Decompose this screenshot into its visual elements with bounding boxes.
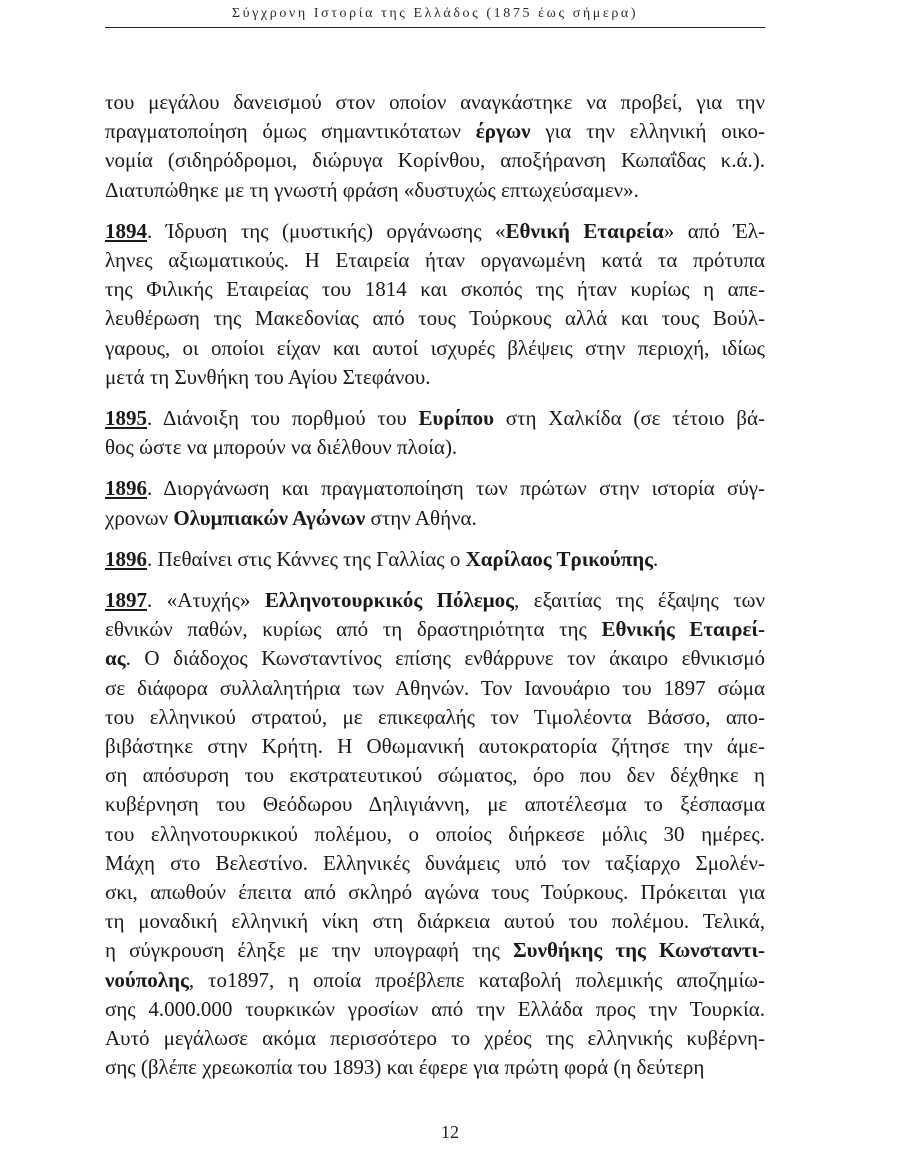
bold-term: ας — [105, 646, 126, 671]
text-line — [105, 995, 765, 1024]
text-line — [105, 88, 765, 117]
line-text: η σύγκρουση έληξε με την υπογραφή της — [105, 938, 513, 963]
text-line — [105, 304, 765, 333]
line-text: του ελληνικού στρατού, με επικεφαλής τον Τιμολέοντα Βάσσο, απο- — [105, 704, 765, 729]
line-text: για την ελληνική οικο- — [530, 119, 765, 144]
page-number: 12 — [441, 1122, 459, 1142]
line-text: Διατυπώθηκε με τη γνωστή φράση «δυστυχώς επτωχεύσαμεν». — [105, 177, 639, 202]
line-text: γαρους, οι οποίοι είχαν και αυτοί ισχυρές βλέψεις στην περιοχή, ιδίως — [105, 335, 765, 360]
text-line — [105, 363, 765, 392]
text-line — [105, 674, 765, 703]
entry-year: 1895 — [105, 406, 147, 431]
line-text: . Διοργάνωση και πραγματοποίηση των πρώτων στην ιστορία σύγ- — [147, 476, 765, 501]
bold-term: Χαρίλαος Τρικούπης — [465, 546, 654, 571]
line-text: . Ίδρυση της (μυστικής) οργάνωσης « — [147, 218, 506, 243]
entry-year: 1896 — [105, 476, 147, 501]
bold-term: νούπολης — [105, 967, 189, 992]
bold-term: Εθνικής Εταιρεί- — [601, 617, 765, 642]
text-line — [105, 504, 765, 533]
entry-paragraph — [105, 586, 765, 1082]
text-line — [105, 849, 765, 878]
entry-paragraph — [105, 404, 765, 462]
text-line — [105, 820, 765, 849]
bold-term: Συνθήκης της Κωνσταντι- — [512, 938, 765, 963]
line-text: σης 4.000.000 τουρκικών γροσίων από την Ελλάδα προς την Τουρκία. — [105, 996, 765, 1021]
line-text: , το1897, η οποία προέβλεπε καταβολή πολεμικής αποζημίω- — [188, 967, 765, 992]
line-text: στη Χαλκίδα (σε τέτοιο βά- — [494, 406, 765, 431]
bold-term: έργων — [475, 119, 531, 144]
line-text: της Φιλικής Εταιρείας του 1814 και σκοπός της ήταν κυρίως η απε- — [105, 277, 765, 302]
text-line — [105, 644, 765, 673]
line-text: του μεγάλου δανεισμού στον οποίον αναγκάστηκε να προβεί, για την — [105, 90, 765, 114]
text-line — [105, 117, 765, 146]
entry-year: 1897 — [105, 588, 147, 613]
text-line — [105, 966, 765, 995]
line-text: στην Αθήνα. — [365, 505, 477, 530]
text-line — [105, 615, 765, 644]
text-line — [105, 732, 765, 761]
line-text: βιβάστηκε στην Κρήτη. Η Οθωμανική αυτοκρατορία ζήτησε την άμε- — [105, 734, 765, 759]
entry-year: 1894 — [105, 218, 147, 243]
text-line — [105, 217, 765, 246]
text-line — [105, 545, 765, 574]
line-text: σης (βλέπε χρεωκοπία του 1893) και έφερε για πρώτη φορά (η δεύτερη — [105, 1055, 705, 1080]
line-text: Μάχη στο Βελεστίνο. Ελληνικές δυνάμεις υπό τον ταξίαρχο Σμολέν- — [105, 850, 765, 875]
text-line — [105, 404, 765, 433]
line-text: » από Έλ- — [663, 218, 765, 243]
bold-term: Ολυμπιακών Αγώνων — [173, 505, 366, 530]
text-line — [105, 586, 765, 615]
line-text: Αυτό μεγάλωσε ακόμα περισσότερο το χρέος της ελληνικής κυβέρνη- — [105, 1026, 765, 1051]
entry-year: 1896 — [105, 546, 147, 571]
text-line — [105, 334, 765, 363]
page-body — [105, 88, 765, 1095]
text-line — [105, 703, 765, 732]
bold-term: Εθνική Εταιρεία — [505, 218, 664, 243]
line-text: . «Ατυχής» — [147, 588, 265, 613]
line-text: ληνες αξιωματικούς. Η Εταιρεία ήταν οργανωμένη κατά τα πρότυπα — [105, 248, 765, 273]
line-text: νομία (σιδηρόδρομοι, διώρυγα Κορίνθου, αποξήρανση Κωπαΐδας κ.ά.). — [105, 148, 765, 173]
text-line — [105, 878, 765, 907]
bold-term: Ευρίπου — [418, 406, 495, 431]
line-text: του ελληνοτουρκικού πολέμου, ο οποίος διήρκεσε μόλις 30 ημέρες. — [105, 821, 765, 846]
line-text: τη μοναδική ελληνική νίκη στη διάρκεια αυτού του πολέμου. Τελικά, — [105, 909, 765, 934]
intro-paragraph — [105, 88, 765, 205]
text-line — [105, 246, 765, 275]
text-line — [105, 275, 765, 304]
line-text: . Πεθαίνει στις Κάννες της Γαλλίας ο — [147, 546, 466, 571]
text-line — [105, 761, 765, 790]
line-text: ση απόσυρση του εκστρατευτικού σώματος, όρο που δεν δέχθηκε η — [105, 763, 765, 788]
line-text: θος ώστε να μπορούν να διέλθουν πλοία). — [105, 435, 458, 460]
line-text: σκι, απωθούν έπειτα από σκληρό αγώνα τους Τούρκους. Πρόκειται για — [105, 880, 765, 905]
header-rule — [105, 27, 765, 28]
line-text: πραγματοποίηση όμως σημαντικότατων — [105, 119, 476, 144]
text-line — [105, 1024, 765, 1053]
text-line — [105, 433, 765, 462]
line-text: . Διάνοιξη του πορθμού του — [147, 406, 419, 431]
line-text: σε διάφορα συλλαλητήρια των Αθηνών. Τον Ιανουάριο του 1897 σώμα — [105, 675, 765, 700]
text-line — [105, 907, 765, 936]
line-text: , εξαιτίας της έξαψης των — [514, 588, 765, 613]
line-text: . — [653, 546, 659, 571]
text-line — [105, 146, 765, 175]
line-text: κυβέρνηση του Θεόδωρου Δηλιγιάννη, με αποτέλεσμα το ξέσπασμα — [105, 792, 765, 817]
line-text: χρονων — [105, 505, 174, 530]
line-text: εθνικών παθών, κυρίως από τη δραστηριότητα της — [105, 617, 602, 642]
text-line — [105, 1053, 765, 1082]
text-line — [105, 176, 765, 205]
bold-term: Ελληνοτουρκικός Πόλεμος — [264, 588, 515, 613]
entry-paragraph — [105, 474, 765, 532]
line-text: λευθέρωση της Μακεδονίας από τους Τούρκους αλλά και τους Βούλ- — [105, 306, 765, 331]
entry-paragraph — [105, 545, 765, 574]
text-line — [105, 790, 765, 819]
line-text: μετά τη Συνθήκη του Αγίου Στεφάνου. — [105, 364, 431, 389]
line-text: . Ο διάδοχος Κωνσταντίνος επίσης ενθάρρυνε τον άκαιρο εθνικισμό — [125, 646, 765, 671]
entry-paragraph — [105, 217, 765, 392]
text-line — [105, 936, 765, 965]
running-header: Σύγχρονη Ιστορία της Ελλάδος (1875 έως σήμερα) — [231, 6, 639, 21]
text-line — [105, 474, 765, 503]
